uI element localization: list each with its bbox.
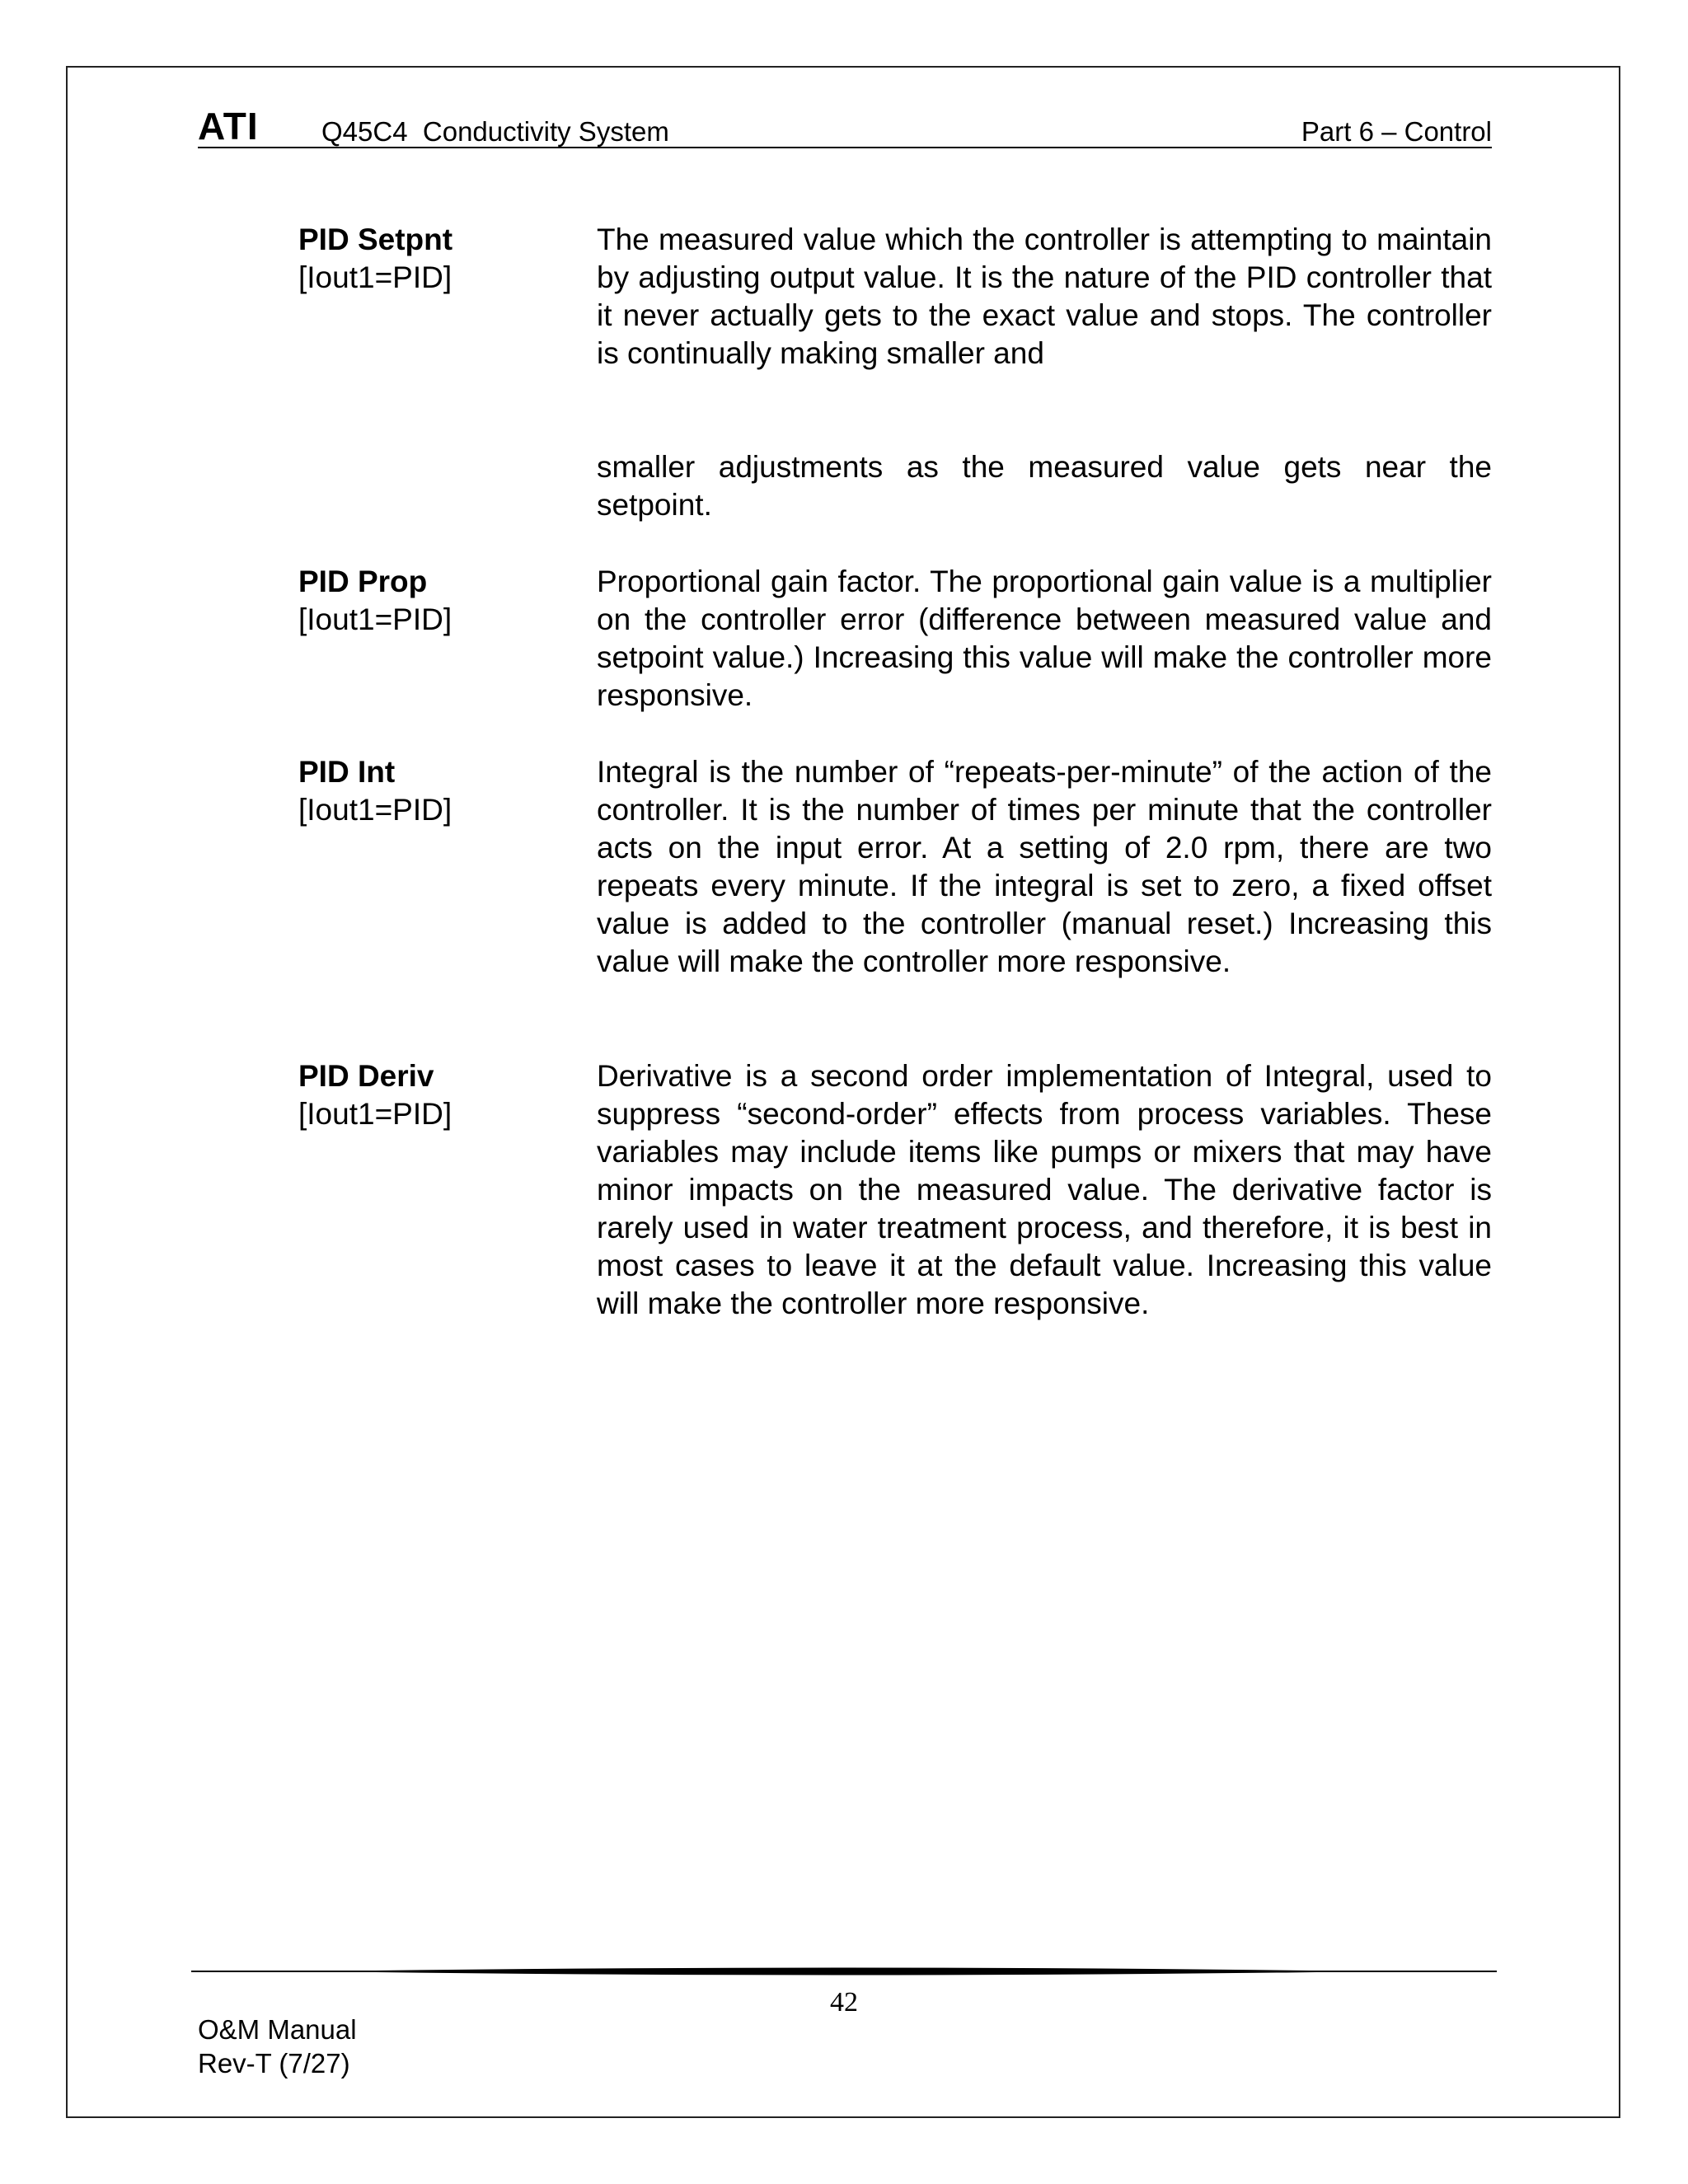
term-condition: [Iout1=PID] <box>298 1097 452 1131</box>
revision-label: Rev-T (7/27) <box>198 2048 350 2079</box>
term-description-part1: The measured value which the controller is attempting to maintain by adjusting output value. It is the nature of the PID controller that it never actually gets to the exact value and stops. The controller is continually making smaller and <box>597 223 1492 370</box>
term-description: Proportional gain factor. The proportional gain value is a multiplier on the controller error (difference between measured value and setpoint value.) Increasing this value will make the controller more responsive. <box>597 565 1492 712</box>
term-condition: [Iout1=PID] <box>298 602 452 636</box>
term-block <box>298 221 587 297</box>
entry-pid-deriv <box>298 1057 1492 1387</box>
term-name: PID Setpnt <box>298 223 453 256</box>
term-condition: [Iout1=PID] <box>298 260 452 294</box>
page-header <box>198 105 1492 148</box>
entry-pid-prop <box>298 563 1492 728</box>
term-condition: [Iout1=PID] <box>298 793 452 827</box>
ati-logo: ATI <box>198 105 259 148</box>
entry-pid-int <box>298 753 1492 1025</box>
term-description: Integral is the number of “repeats-per-minute” of the action of the controller. It is the number of times per minute that the controller acts on the input error. At a setting of 2.0 rpm, there are two repeats every minute. If the integral is set to zero, a fixed offset value is added to the controller (manual reset.) Increasing this value will make the controller more responsive. <box>597 755 1492 978</box>
section-title: Part 6 – Control <box>1301 116 1492 147</box>
term-name: PID Prop <box>298 565 428 598</box>
term-block <box>298 563 587 639</box>
document-title: Q45C4 Conductivity System <box>321 116 669 147</box>
term-name: PID Int <box>298 755 396 789</box>
manual-label: O&M Manual <box>198 2014 357 2045</box>
term-description-part2: smaller adjustments as the measured value gets near the setpoint. <box>597 450 1492 522</box>
page-number: 42 <box>830 1987 858 2018</box>
entry-pid-setpnt <box>298 221 1492 534</box>
footer-info <box>198 2013 357 2080</box>
term-name: PID Deriv <box>298 1059 434 1093</box>
term-block <box>298 753 587 829</box>
footer-rule <box>191 1966 1497 1977</box>
term-description: Derivative is a second order implementation of Integral, used to suppress “second-order” effects from process variables. These variables may include items like pumps or mixers that may have minor impacts on the measured value. The derivative factor is rarely used in water treatment process, and therefore, it is best in most cases to leave it at the default value. Increasing this value will make the controller more responsive. <box>597 1059 1492 1320</box>
term-block <box>298 1057 587 1133</box>
